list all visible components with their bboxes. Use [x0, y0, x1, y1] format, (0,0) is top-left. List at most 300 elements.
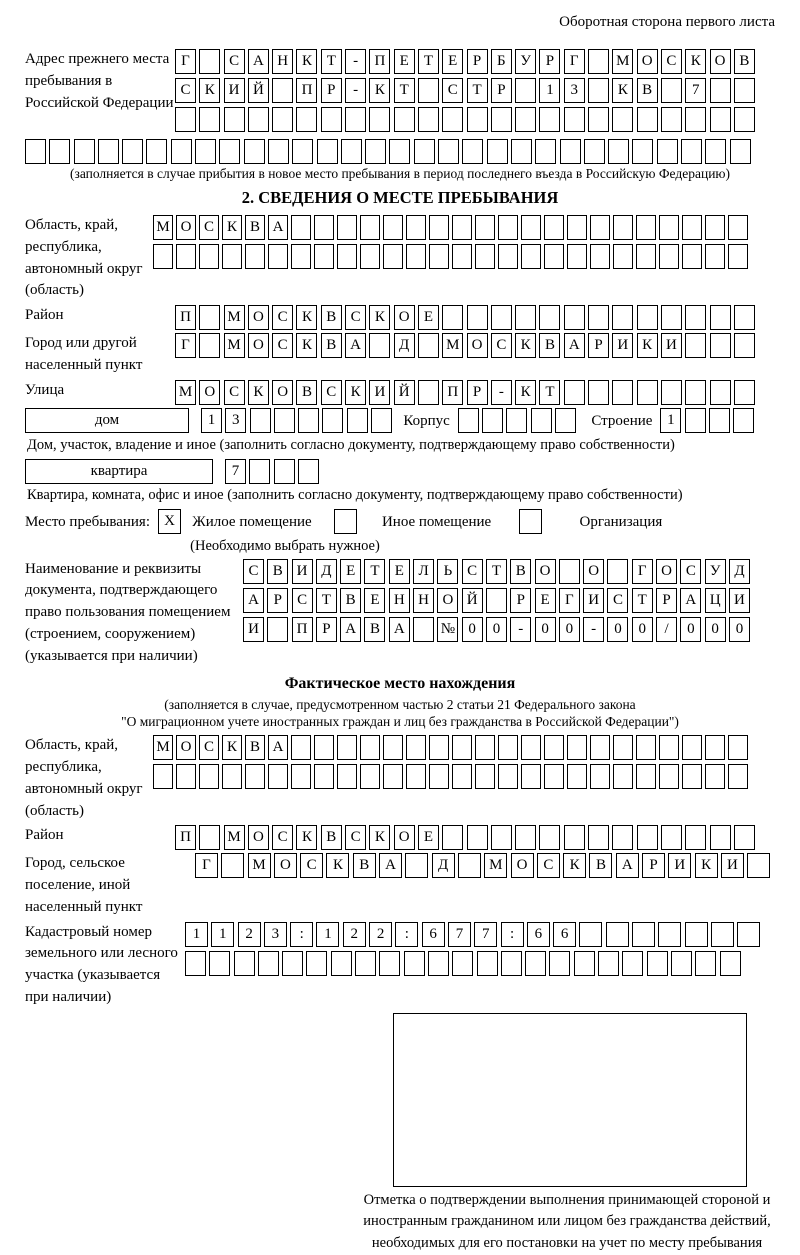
char-cell: О [394, 825, 415, 850]
char-cell: К [296, 825, 317, 850]
char-cell [482, 408, 503, 433]
char-cell [588, 825, 609, 850]
char-cell: В [364, 617, 385, 642]
char-cell [291, 244, 311, 269]
char-cell: И [729, 588, 750, 613]
char-cell: 3 [264, 922, 287, 947]
char-cell: И [292, 559, 313, 584]
char-cell [296, 107, 317, 132]
char-cell [199, 825, 220, 850]
char-cell [321, 107, 342, 132]
char-cell [549, 951, 570, 976]
stay-type-row [25, 509, 775, 535]
char-cell [153, 244, 173, 269]
char-cell: 1 [539, 78, 560, 103]
char-cell: Г [559, 588, 580, 613]
char-cell [337, 735, 357, 760]
char-cell: 0 [486, 617, 507, 642]
city-label: Город или другой населенный пункт [25, 335, 143, 373]
char-cell: К [326, 853, 349, 878]
char-cell: О [511, 853, 534, 878]
char-cell [588, 380, 609, 405]
char-cell: И [243, 617, 264, 642]
char-cell [657, 139, 678, 164]
char-cell: К [296, 305, 317, 330]
char-cell [564, 380, 585, 405]
char-cell: Н [272, 49, 293, 74]
char-cell [728, 215, 748, 240]
char-cell: 0 [535, 617, 556, 642]
char-cell [590, 735, 610, 760]
char-cell: Ь [437, 559, 458, 584]
doc-rows [243, 559, 753, 646]
char-cell [291, 215, 311, 240]
apartment-row [25, 459, 775, 484]
char-cell [521, 764, 541, 789]
char-cell [607, 559, 628, 584]
char-cell: Д [432, 853, 455, 878]
char-cell [282, 951, 303, 976]
char-cell [734, 305, 755, 330]
char-cell [258, 951, 279, 976]
actual-location-note-1: (заполняется в случае, предусмотренном частью 2 статьи 21 Федерального закона [164, 697, 636, 713]
char-cell: 6 [527, 922, 550, 947]
char-cell [637, 825, 658, 850]
char-cell [544, 735, 564, 760]
char-cell: М [224, 305, 245, 330]
char-cell [486, 588, 507, 613]
char-cell [567, 735, 587, 760]
char-cell [709, 408, 730, 433]
char-cell: Н [413, 588, 434, 613]
char-cell [695, 951, 716, 976]
char-cell [394, 107, 415, 132]
char-cell [584, 139, 605, 164]
stamp-box [393, 1013, 747, 1187]
actual-region-label: Область, край, республика, автономный округ (область) [25, 737, 143, 819]
char-cell: О [394, 305, 415, 330]
char-cell: К [248, 380, 269, 405]
char-cell [574, 951, 595, 976]
char-cell [544, 215, 564, 240]
char-cell [250, 408, 271, 433]
street-cells [175, 380, 758, 405]
char-cell [555, 408, 576, 433]
char-cell: Р [316, 617, 337, 642]
char-cell: О [199, 380, 220, 405]
char-cell: В [321, 825, 342, 850]
char-cell: 1 [201, 408, 222, 433]
char-cell: В [245, 215, 265, 240]
char-cell [515, 107, 536, 132]
char-cell: Р [467, 380, 488, 405]
char-cell [705, 139, 726, 164]
char-cell [360, 215, 380, 240]
prev-address-note: (заполняется в случае прибытия в новое место пребывания в период последнего въезда в Российскую Федерацию) [69, 166, 731, 181]
cadastral-row-1 [185, 922, 764, 947]
actual-region-block [25, 735, 775, 822]
char-cell: Е [389, 559, 410, 584]
char-cell: Й [248, 78, 269, 103]
char-cell: К [296, 333, 317, 358]
char-cell [661, 825, 682, 850]
char-cell [442, 305, 463, 330]
char-cell [406, 764, 426, 789]
char-cell: П [292, 617, 313, 642]
house-row [25, 408, 775, 434]
char-cell [429, 764, 449, 789]
char-cell: О [248, 305, 269, 330]
char-cell: К [369, 78, 390, 103]
char-cell [636, 244, 656, 269]
char-cell [428, 951, 449, 976]
char-cell [209, 951, 230, 976]
char-cell [418, 78, 439, 103]
char-cell [249, 459, 270, 484]
actual-district-label: Район [25, 827, 64, 844]
char-cell: А [268, 215, 288, 240]
char-cell [598, 951, 619, 976]
char-cell: 2 [238, 922, 261, 947]
char-cell: Т [394, 78, 415, 103]
char-cell [506, 408, 527, 433]
char-cell: И [661, 333, 682, 358]
char-cell [418, 333, 439, 358]
char-cell: С [292, 588, 313, 613]
char-cell [705, 215, 725, 240]
char-cell [337, 215, 357, 240]
char-cell [710, 107, 731, 132]
char-cell: С [199, 735, 219, 760]
char-cell [452, 764, 472, 789]
char-cell [681, 139, 702, 164]
section2-title: 2. СВЕДЕНИЯ О МЕСТЕ ПРЕБЫВАНИЯ [241, 188, 559, 207]
char-cell: В [340, 588, 361, 613]
apartment-widebox: квартира [25, 459, 213, 484]
district-row [25, 305, 775, 330]
char-cell: 0 [729, 617, 750, 642]
char-cell: : [395, 922, 418, 947]
char-cell: Г [175, 49, 196, 74]
char-cell: В [734, 49, 755, 74]
char-cell: / [656, 617, 677, 642]
char-cell [224, 107, 245, 132]
char-cell: Р [467, 49, 488, 74]
char-cell: С [345, 825, 366, 850]
char-cell [291, 764, 311, 789]
char-cell [274, 408, 295, 433]
char-cell [355, 951, 376, 976]
char-cell [317, 139, 338, 164]
char-cell: М [224, 333, 245, 358]
char-cell: Р [491, 78, 512, 103]
char-cell [222, 244, 242, 269]
char-cell [730, 139, 751, 164]
char-cell [637, 305, 658, 330]
char-cell [176, 244, 196, 269]
char-cell [244, 139, 265, 164]
char-cell: Т [418, 49, 439, 74]
char-cell [345, 107, 366, 132]
char-cell [734, 107, 755, 132]
char-cell [234, 951, 255, 976]
char-cell: И [583, 588, 604, 613]
char-cell [636, 215, 656, 240]
cadastral-block [25, 922, 775, 1009]
stay-type-note: (Необходимо выбрать нужное) [190, 537, 380, 554]
char-cell: К [296, 49, 317, 74]
char-cell [438, 139, 459, 164]
char-cell [49, 139, 70, 164]
char-cell [491, 305, 512, 330]
char-cell [705, 764, 725, 789]
char-cell: Г [632, 559, 653, 584]
char-cell: К [369, 305, 390, 330]
prev-address-rows [175, 49, 758, 136]
char-cell [720, 951, 741, 976]
char-cell [659, 244, 679, 269]
char-cell [515, 305, 536, 330]
char-cell [659, 735, 679, 760]
char-cell: - [510, 617, 531, 642]
actual-region-rows [153, 735, 751, 793]
char-cell: О [248, 333, 269, 358]
char-cell [98, 139, 119, 164]
char-cell [322, 408, 343, 433]
char-cell [710, 78, 731, 103]
char-cell [636, 735, 656, 760]
char-cell [682, 215, 702, 240]
char-cell: К [345, 380, 366, 405]
char-cell: - [345, 78, 366, 103]
char-cell [711, 922, 734, 947]
char-cell: О [437, 588, 458, 613]
char-cell [544, 244, 564, 269]
char-cell: С [462, 559, 483, 584]
stamp-caption: Отметка о подтверждении выполнения принимающей стороной и иностранным гражданином или лицом без гражданства действий, необходимых для его постановки на учет по месту пребывания [363, 1191, 771, 1251]
char-cell: : [290, 922, 313, 947]
char-cell [389, 139, 410, 164]
char-cell: А [248, 49, 269, 74]
char-cell: 0 [559, 617, 580, 642]
char-cell [636, 764, 656, 789]
char-cell [710, 333, 731, 358]
char-cell [613, 215, 633, 240]
char-cell: У [515, 49, 536, 74]
stamp-area [363, 1013, 775, 1255]
char-cell: Г [175, 333, 196, 358]
char-cell [379, 951, 400, 976]
char-cell [613, 735, 633, 760]
char-cell [515, 78, 536, 103]
char-cell: О [710, 49, 731, 74]
char-cell [588, 107, 609, 132]
char-cell [292, 139, 313, 164]
char-cell [268, 244, 288, 269]
char-cell: И [224, 78, 245, 103]
char-cell: Е [418, 305, 439, 330]
char-cell: В [267, 559, 288, 584]
char-cell: И [369, 380, 390, 405]
char-cell [383, 764, 403, 789]
char-cell [458, 408, 479, 433]
char-cell: А [345, 333, 366, 358]
char-cell: В [321, 333, 342, 358]
char-cell: 0 [607, 617, 628, 642]
char-cell [475, 764, 495, 789]
char-cell: Р [588, 333, 609, 358]
char-cell [608, 139, 629, 164]
char-cell [268, 139, 289, 164]
doc-label: Наименование и реквизиты документа, подтверждающего право пользования помещением (строением, сооружением) (указывается при наличии) [25, 560, 231, 664]
char-cell: - [491, 380, 512, 405]
char-cell [462, 139, 483, 164]
char-cell: 0 [705, 617, 726, 642]
char-cell: В [353, 853, 376, 878]
char-cell [475, 244, 495, 269]
char-cell [498, 735, 518, 760]
cadastral-row-2 [185, 951, 764, 976]
char-cell: С [224, 49, 245, 74]
char-cell: 7 [448, 922, 471, 947]
char-cell: И [612, 333, 633, 358]
char-cell [25, 139, 46, 164]
char-cell [734, 78, 755, 103]
char-cell: О [272, 380, 293, 405]
char-cell: О [274, 853, 297, 878]
char-cell [632, 922, 655, 947]
char-cell [671, 951, 692, 976]
char-cell [564, 305, 585, 330]
char-cell: К [515, 380, 536, 405]
char-cell: С [442, 78, 463, 103]
char-cell: Л [413, 559, 434, 584]
char-cell [747, 853, 770, 878]
char-cell: В [637, 78, 658, 103]
char-cell: В [296, 380, 317, 405]
char-cell [199, 333, 220, 358]
char-cell [371, 408, 392, 433]
char-cell: У [705, 559, 726, 584]
char-cell [564, 825, 585, 850]
prev-address-block [25, 49, 775, 136]
char-cell [685, 825, 706, 850]
char-cell [406, 215, 426, 240]
char-cell [153, 764, 173, 789]
char-cell [682, 764, 702, 789]
char-cell [734, 380, 755, 405]
char-cell [337, 244, 357, 269]
char-cell: Е [394, 49, 415, 74]
char-cell: 1 [660, 408, 681, 433]
char-cell: Й [394, 380, 415, 405]
char-cell: О [583, 559, 604, 584]
char-cell [122, 139, 143, 164]
char-cell [539, 305, 560, 330]
house-note: Дом, участок, владение и иное (заполнить согласно документу, подтверждающему право собственности) [27, 436, 675, 453]
char-cell: С [661, 49, 682, 74]
char-cell [590, 244, 610, 269]
char-cell [498, 764, 518, 789]
char-cell [728, 735, 748, 760]
stay-option-checkbox-org [519, 509, 542, 534]
char-cell [737, 922, 760, 947]
cadastral-rows [185, 922, 764, 980]
char-cell: 1 [316, 922, 339, 947]
char-cell [272, 107, 293, 132]
korpus-cells [458, 408, 579, 433]
char-cell [406, 244, 426, 269]
char-cell [521, 244, 541, 269]
char-cell: Т [364, 559, 385, 584]
char-cell: Д [729, 559, 750, 584]
char-cell [383, 244, 403, 269]
char-cell: В [321, 305, 342, 330]
char-cell [171, 139, 192, 164]
char-cell: С [300, 853, 323, 878]
char-cell [539, 107, 560, 132]
char-cell [637, 380, 658, 405]
char-cell: М [153, 215, 173, 240]
region-row-1 [153, 215, 751, 240]
char-cell [685, 333, 706, 358]
char-cell: К [222, 735, 242, 760]
char-cell [559, 559, 580, 584]
char-cell [199, 107, 220, 132]
actual-region-row-2 [153, 764, 751, 789]
char-cell [647, 951, 668, 976]
char-cell: 1 [185, 922, 208, 947]
actual-district-cells [175, 825, 758, 850]
char-cell [383, 735, 403, 760]
char-cell: О [176, 735, 196, 760]
char-cell: А [268, 735, 288, 760]
char-cell: А [340, 617, 361, 642]
char-cell [452, 735, 472, 760]
char-cell [613, 244, 633, 269]
char-cell: П [369, 49, 390, 74]
stay-option-label-inoe: Иное помещение [381, 513, 492, 530]
char-cell [521, 735, 541, 760]
region-block [25, 215, 775, 302]
char-cell [291, 735, 311, 760]
char-cell: Т [467, 78, 488, 103]
char-cell: Т [632, 588, 653, 613]
char-cell [175, 107, 196, 132]
char-cell: Е [535, 588, 556, 613]
char-cell [613, 764, 633, 789]
char-cell [405, 853, 428, 878]
char-cell [710, 305, 731, 330]
char-cell [274, 459, 295, 484]
char-cell [442, 825, 463, 850]
char-cell [588, 305, 609, 330]
char-cell [487, 139, 508, 164]
stay-type-label: Место пребывания: [25, 513, 150, 530]
char-cell [612, 107, 633, 132]
char-cell [606, 922, 629, 947]
stroenie-label: Строение [591, 412, 653, 429]
char-cell: 6 [422, 922, 445, 947]
actual-location-note-2: "О миграционном учете иностранных граждан и лиц без гражданства в Российской Федерации") [121, 714, 679, 730]
char-cell: Р [642, 853, 665, 878]
char-cell [298, 408, 319, 433]
char-cell: О [656, 559, 677, 584]
char-cell: 3 [564, 78, 585, 103]
char-cell: 0 [462, 617, 483, 642]
char-cell [567, 215, 587, 240]
char-cell [248, 107, 269, 132]
